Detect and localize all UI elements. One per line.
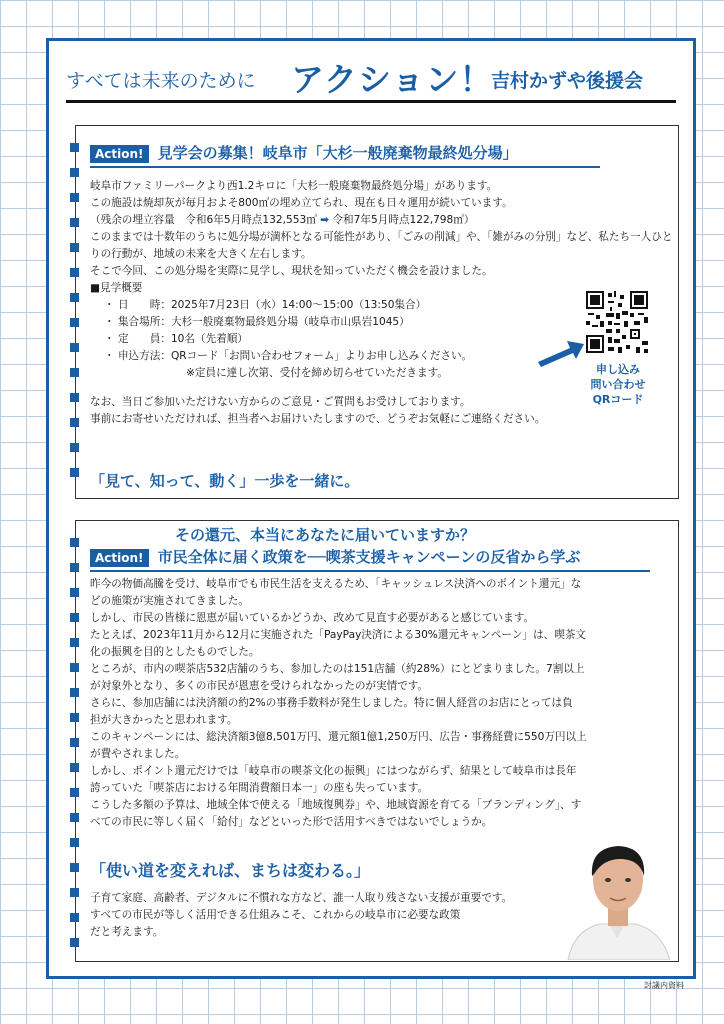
section1-title: 見学会の募集！岐阜市「大杉一般廃棄物最終処分場」 bbox=[157, 144, 518, 162]
section2-closing bbox=[90, 890, 512, 941]
text-line: すべての市民が等しく活用できる仕組みこそ、これからの岐阜市に必要な政策 bbox=[90, 909, 461, 921]
text-line: だと考えます。 bbox=[90, 926, 164, 938]
text-line: 昨今の物価高騰を受け、岐阜市でも市民生活を支えるため、「キャッシュレス決済へのポイント還元」な bbox=[90, 578, 582, 590]
qr-code[interactable] bbox=[584, 289, 650, 355]
text-line: このキャンペーンには、総決済額3億8,501万円、還元額1億1,250万円、広告・事務経費に550万円以上 bbox=[90, 731, 587, 743]
text-line: 担が大きかったと思われます。 bbox=[90, 714, 238, 726]
text-line: たとえば、2023年11月から12月に実施された「PayPay決済による30%還元キャンペーン」は、喫茶文 bbox=[90, 629, 586, 641]
header-action: アクション！ bbox=[291, 60, 494, 99]
paragraph: 事前にお寄せいただければ、担当者へお届けいたしますので、どうぞお気軽にご連絡ください。 bbox=[90, 413, 546, 425]
section2-body bbox=[90, 576, 587, 831]
paragraph: 岐阜市ファミリーパークより西1.2キロに「大杉一般廃棄物最終処分場」があります。 bbox=[90, 180, 498, 192]
detail-row: ・ 定 員：10名（先着順） bbox=[104, 333, 248, 345]
paragraph: このままでは十数年のうちに処分場が満杯となる可能性があり、「ごみの削減」や、「雑がみの分別」など、私たち一人ひとりの行動が、地域の未来を大きく左右します。 bbox=[90, 231, 673, 260]
section2-heading bbox=[90, 546, 650, 572]
qr-caption: 申し込み 問い合わせ QRコード bbox=[590, 363, 646, 406]
section1-heading bbox=[90, 142, 600, 168]
text-line: 誇っていた「喫茶店における年間消費額日本一」の座も失っています。 bbox=[90, 782, 429, 794]
detail-row: ・ 日 時：2025年7月23日（水）14:00～15:00（13:50集合） bbox=[104, 299, 427, 311]
text-line: しかし、市民の皆様に恩恵が届いているかどうか、改めて見直す必要があると感じています。 bbox=[90, 612, 535, 624]
arrow-right-icon: ➡ bbox=[320, 214, 330, 226]
header-lead: すべては未来のために bbox=[66, 70, 256, 92]
section2-title: 市民全体に届く政策を──喫茶支援キャンペーンの反省から学ぶ bbox=[157, 548, 581, 566]
paragraph: この施設は焼却灰が毎月およそ800㎥の埋め立てられ、現在も日々運用が続いています。 bbox=[90, 197, 513, 209]
text-line: さらに、参加店舗には決済額の約2%の事務手数料が発生しました。特に個人経営のお店にとっては負 bbox=[90, 697, 573, 709]
action-tag: Action! bbox=[90, 145, 149, 163]
paragraph: （残余の埋立容量 令和6年5月時点132,553㎥ ➡ 令和7年5月時点122,798㎥） bbox=[90, 214, 475, 226]
text-line: べての市民に等しく届く「給付」などといった形で活用すべきではないでしょうか。 bbox=[90, 816, 493, 828]
action-tag: Action! bbox=[90, 549, 149, 567]
text-line: が対象外となり、多くの市民が恩恵を受けられなかったのが実情です。 bbox=[90, 680, 429, 692]
candidate-photo bbox=[560, 834, 675, 960]
text-line: こうした多額の予算は、地域全体で使える「地域復興券」や、地域資源を育てる「ブランディング」、す bbox=[90, 799, 582, 811]
paragraph: なお、当日ご参加いただけない方からのご意見・ご質問もお受けしております。 bbox=[90, 396, 471, 408]
detail-row: ・ 申込方法：QRコード「お問い合わせフォーム」よりお申し込みください。 bbox=[104, 350, 473, 362]
text-line: が費やされました。 bbox=[90, 748, 186, 760]
text-line: どの施策が実施されてきました。 bbox=[90, 595, 249, 607]
footer-note: 討議内資料 bbox=[644, 981, 684, 990]
detail-row: ・ 集合場所：大杉一般廃棄物最終処分場（岐阜市山県岩1045） bbox=[104, 316, 410, 328]
header-divider bbox=[66, 100, 676, 103]
text-line: しかし、ポイント還元だけでは「岐阜市の喫茶文化の振興」にはつながらず、結果として岐阜市は長年 bbox=[90, 765, 577, 777]
paragraph: そこで今回、この処分場を実際に見学し、現状を知っていただく機会を設けました。 bbox=[90, 265, 493, 277]
detail-note: ※定員に達し次第、受付を締め切らせていただきます。 bbox=[186, 367, 448, 379]
text-line: 化の振興を目的としたものでした。 bbox=[90, 646, 260, 658]
section2-slogan: 「使い道を変えれば、まちは変わる。」 bbox=[90, 861, 371, 880]
overview-label: ■見学概要 bbox=[90, 282, 143, 294]
text-line: 子育て家庭、高齢者、デジタルに不慣れな方など、誰一人取り残さない支援が重要です。 bbox=[90, 892, 513, 904]
section1-slogan: 「見て、知って、動く」一歩を一緒に。 bbox=[90, 472, 360, 490]
text-line: ところが、市内の喫茶店532店舗のうち、参加したのは151店舗（約28%）にとどまりました。7割以上 bbox=[90, 663, 585, 675]
page-title bbox=[66, 54, 676, 99]
section2-kicker: その還元、本当にあなたに届いていますか？ bbox=[175, 526, 476, 544]
header-org: 吉村かずや後援会 bbox=[491, 70, 644, 92]
